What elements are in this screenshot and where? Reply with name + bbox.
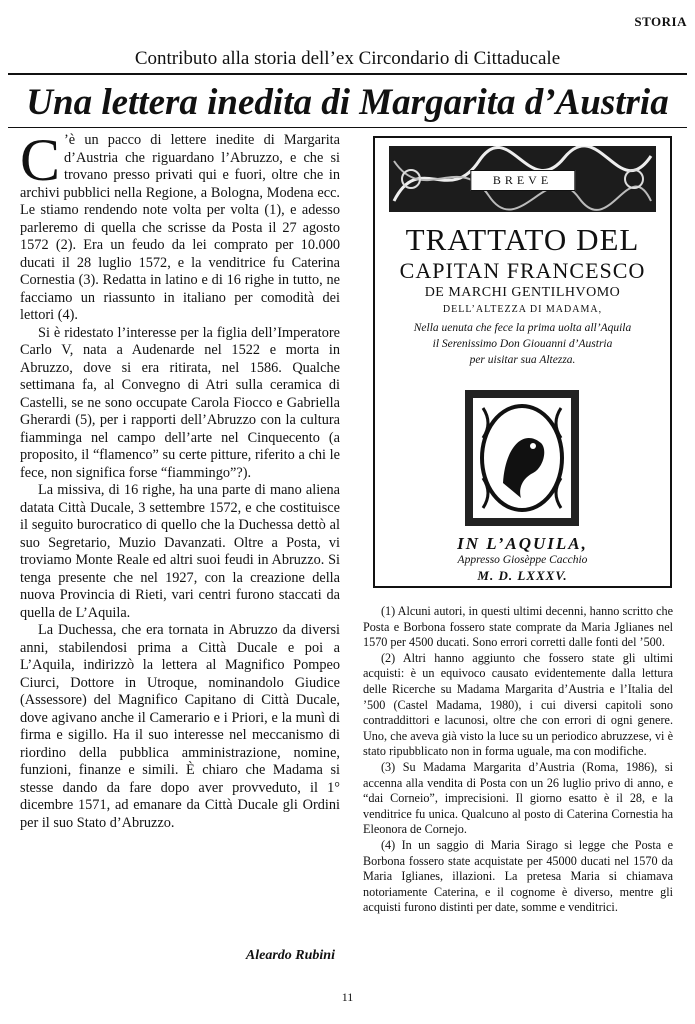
article-paragraph: La missiva, di 16 righe, ha una parte di mano aliena datata Città Ducale, 3 settembre 1572, e che costituisce il seguito burocratico di quello che la Duchessa dettò al suo Segretario, Muzio Davanzati. Oltre a Posta, vi troviamo Monte Reale ed altri suoi feudi in Abruzzo. Si tenga presente che nel 1927, con la creazione della nuova Provincia di Rieti, vari centri furono staccati da quella de L’Aquila. bbox=[20, 482, 340, 621]
footnote: (2) Altri hanno aggiunto che fossero state gli ultimi acquisti: è un equivoco causato evidentemente dalla lettura delle Ricerche su Madama Margarita d’Austria e l’Italia del ’500 (Castel Madama, 1980), i cui diversi capitoli sono contraddittori e lacunosi, oltre che con errori di ogni genere. Uno, che aveva già visto la luce su un periodico abruzzese, vi è stato ripubblicato non in forma uguale, ma con modifiche. bbox=[363, 650, 673, 759]
title-italic-3: per uisitar sua Altezza. bbox=[469, 354, 576, 366]
footnote: (3) Su Madama Margarita d’Austria (Roma, 1986), si accenna alla vendita di Posta con un 26 luglio privo di anno, e “dai Corneio”, imprecisioni. Il giorno esatto è il 28, e la venditrice fu unica. Qualcuno al posto di Caterina Cornestia ha Eleonora de Cornejo. bbox=[363, 759, 673, 837]
page-number: 11 bbox=[341, 990, 354, 1004]
title-line-2: CAPITAN FRANCESCO bbox=[399, 258, 646, 283]
footnote: (4) In un saggio di Maria Sirago si legge che Posta e Borbona fossero state acquistate per 45000 ducati nel 1570 da Maria Iglianes, illazioni. La pretesa Maria si chiamava notoriamente Caterina, e il cognome è diverso, mentre gli acquisti furono distinti per date, somme e venditrici. bbox=[363, 837, 673, 915]
printer-emblem-icon bbox=[463, 388, 581, 528]
title-line-3: DE MARCHI GENTILHVOMO bbox=[424, 285, 621, 300]
article-body bbox=[20, 127, 340, 832]
imprint-printer: Appresso Giosèppe Cacchio bbox=[457, 554, 588, 566]
article-paragraph: La Duchessa, che era tornata in Abruzzo da diversi anni, stabilendosi prima a Città Ducale e poi a L’Aquila, indirizzò la lettera al Magnifico Pompeo Ciurci, Dottore in Utroque, nominandolo Giudice (Assessore) del Magnifico Capitano di Città Ducale, dove agivano anche il Camerario e i Priori, e la munì di firma e sigillo. Ha il suo interesse nel meccanismo di riordino della pubblica amministrazione, nomine, funzioni, finanze e simili. È chiaro che Madama si stesse dando da fare dopo aver provveduto, il 1° dicembre 1571, ad emanare da Città Ducale gli Ordini per il suo Stato d’Abruzzo. bbox=[20, 622, 340, 831]
title-line-4: DELL’ALTEZZA DI MADAMA, bbox=[442, 304, 603, 315]
article-paragraph: C ’è un pacco di lettere inedite di Margarita d’Austria che riguardano l’Abruzzo, e che si trovano presso privati qui e fuori, oltre che in archivi pubblici nella Regione, a Bologna, Modena ecc. Le stiamo rendendo note volta per volta (1), e adesso parleremo di quella che scrisse da Posta il 27 agosto 1572 (2). Era un feudo da lei comprato per 10.000 ducati il 28 luglio 1572, e la venditrice fu Caterina Cornestia (3). Redatta in latino e di 16 righe in tutto, ne facciamo un riassunto in italiano per comodità dei lettori (4). bbox=[20, 127, 340, 323]
footnote: (1) Alcuni autori, in questi ultimi decenni, hanno scritto che Posta e Borbona fossero state comprate da Maria Jglianes nel 1570 per 4500 ducati. Sono errori corretti dalle fonti del ’500. bbox=[363, 604, 673, 650]
article-headline: Una lettera inedita di Margarita d’Austria bbox=[26, 82, 669, 123]
book-title-page-image bbox=[373, 136, 672, 588]
section-label: STORIA bbox=[634, 14, 687, 29]
title-italic-1: Nella uenuta che fece la prima uolta all’Aquila bbox=[413, 322, 632, 334]
top-rule bbox=[8, 73, 687, 75]
breve-label: BREVE bbox=[470, 170, 575, 191]
drop-cap: C bbox=[20, 127, 61, 193]
article-paragraph: Si è ridestato l’interesse per la figlia dell’Imperatore Carlo V, nata a Audenarde nel 1522 e morta in Abruzzo, dove si era ritirata, nel 1586. Qualche settimana fa, al Convegno di Atri sulla ceramica di Castelli, se ne sono occupate Carola Fiocco e Gabriella Gherardi (5), per i rapporti dell’Abruzzo con la cultura fiamminga nel campo dell’arte nel Cinquecento (a proposito, il “flamenco” su certe pitture, riferito a chi le fece, non significa forse “fiammingo”?). bbox=[20, 324, 340, 481]
title-italic-2: il Serenissimo Don Giouanni d’Austria bbox=[432, 338, 613, 350]
footnotes bbox=[363, 604, 673, 916]
author-byline: Aleardo Rubini bbox=[245, 948, 335, 963]
headline-rule bbox=[8, 127, 687, 128]
imprint-place: IN L’AQUILA, bbox=[457, 534, 588, 553]
article-kicker: Contributo alla storia dell’ex Circondario di Cittaducale bbox=[134, 48, 561, 69]
title-line-1: TRATTATO DEL bbox=[405, 222, 640, 257]
ornamental-border-icon bbox=[389, 146, 656, 212]
imprint-year: M. D. LXXXV. bbox=[477, 568, 568, 583]
